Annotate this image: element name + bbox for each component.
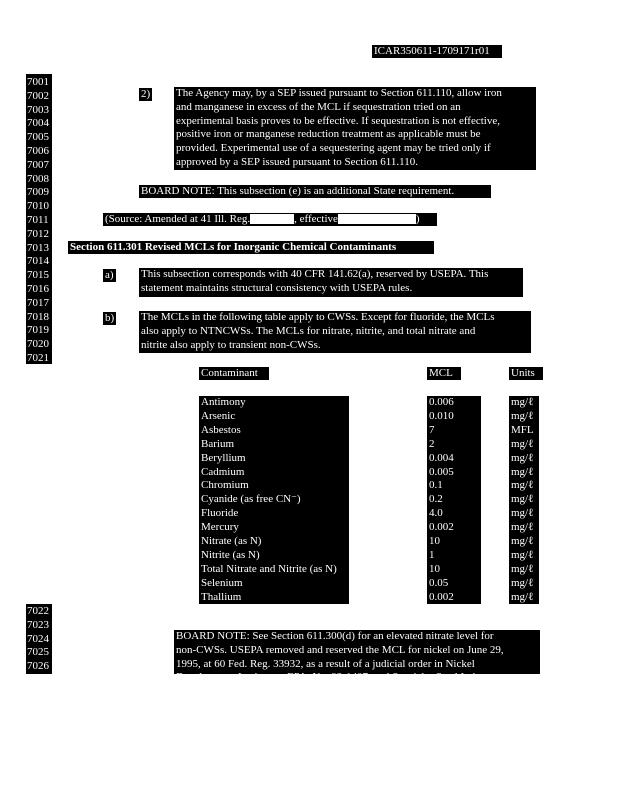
table-cell-mcl: 1 (429, 548, 435, 561)
table-cell-units: mg/ℓ (511, 562, 534, 575)
table-column-contaminant (199, 396, 349, 604)
table-cell-contaminant: Cyanide (as free CN⁻) (201, 493, 301, 506)
table-cell-units: mg/ℓ (511, 396, 534, 408)
line-number: 7002 (27, 89, 49, 102)
table-cell-mcl: 0.1 (429, 479, 443, 492)
table-cell-contaminant: Total Nitrate and Nitrite (as N) (201, 562, 337, 575)
table-cell-mcl: 0.005 (429, 465, 454, 478)
para-b-text (139, 311, 531, 353)
para-2-text (174, 87, 536, 170)
para-2-line: positive iron or manganese reduction treatment as applicable must be (176, 128, 481, 141)
table-cell-contaminant: Cadmium (201, 465, 245, 478)
table-cell-contaminant: Arsenic (201, 409, 236, 422)
table-cell-contaminant: Nitrite (as N) (201, 548, 260, 561)
table-cell-mcl: 4.0 (429, 507, 443, 520)
line-number: 7009 (27, 186, 49, 199)
table-cell-contaminant: Beryllium (201, 451, 246, 464)
para-2-line: provided. Experimental use of a sequestering agent may be tried only if (176, 142, 491, 155)
line-number: 7017 (27, 296, 49, 309)
para-b-line: nitrite also apply to transient non-CWSs. (141, 338, 321, 351)
para-2-line: experimental basis proves to be effective. If sequestration is not effective, (176, 114, 500, 127)
line-number: 7024 (27, 632, 49, 645)
source-note (103, 213, 437, 226)
table-cell-contaminant: Selenium (201, 576, 243, 589)
para-2-line: approved by a SEP issued pursuant to Section 611.110. (176, 155, 418, 168)
board-note-2 (174, 630, 540, 684)
table-cell-mcl: 0.004 (429, 451, 454, 464)
para-a-label: a) (105, 269, 114, 281)
board-note-2-line: BOARD NOTE: See Section 611.300(d) for an elevated nitrate level for (176, 630, 494, 642)
table-cell-units: mg/ℓ (511, 576, 534, 589)
table-cell-units: mg/ℓ (511, 479, 534, 492)
table-cell-mcl: 2 (429, 437, 435, 450)
table-cell-units: mg/ℓ (511, 493, 534, 506)
table-cell-mcl: 10 (429, 535, 440, 548)
table-cell-mcl: 0.002 (429, 590, 454, 603)
table-header-units: Units (509, 367, 543, 380)
table-cell-contaminant: Mercury (201, 521, 239, 534)
para-a-line: This subsection corresponds with 40 CFR 141.62(a), reserved by USEPA. This (141, 268, 489, 280)
table-cell-mcl: 0.2 (429, 493, 443, 506)
table-column-mcl (427, 396, 481, 604)
line-number: 7001 (27, 76, 49, 88)
source-middle: , effective (294, 213, 338, 225)
table-cell-units: mg/ℓ (511, 590, 534, 603)
line-number: 7015 (27, 269, 49, 282)
source-suffix: ) (415, 213, 420, 225)
line-number: 7014 (27, 255, 49, 268)
table-cell-units: mg/ℓ (511, 521, 534, 534)
line-number: 7012 (27, 227, 49, 240)
table-cell-units: mg/ℓ (511, 409, 534, 422)
table-cell-mcl: 10 (429, 562, 440, 575)
para-2-line: The Agency may, by a SEP issued pursuant to Section 611.110, allow iron (176, 87, 502, 99)
line-number: 7021 (27, 352, 49, 364)
table-cell-contaminant: Fluoride (201, 507, 239, 520)
line-number: 7016 (27, 283, 49, 295)
table-cell-units: MFL (511, 423, 534, 436)
para-2-line: and manganese in excess of the MCL if sequestration tried on an (176, 100, 461, 113)
line-number: 7018 (27, 310, 49, 323)
line-number: 7025 (27, 646, 49, 659)
board-note-2-line: Development Institute v. EPA, No. 92-1407, and Specialty Steel Industry (176, 671, 498, 684)
para-b-label: b) (105, 312, 115, 324)
table-cell-units: mg/ℓ (511, 507, 534, 520)
table-cell-units: mg/ℓ (511, 451, 534, 464)
table-column-units (509, 396, 539, 604)
source-blank-reg (250, 214, 294, 224)
table-cell-mcl: 0.05 (429, 576, 449, 589)
line-number: 7008 (27, 172, 49, 185)
line-number: 7020 (27, 338, 49, 351)
line-number: 7026 (27, 660, 49, 673)
table-cell-contaminant: Antimony (201, 396, 246, 408)
board-note-1: BOARD NOTE: This subsection (e) is an additional State requirement. (139, 185, 491, 198)
document-id: ICAR350611-1709171r01 (372, 45, 502, 58)
line-number: 7019 (27, 324, 49, 337)
section-heading: Section 611.301 Revised MCLs for Inorganic Chemical Contaminants (68, 241, 434, 254)
table-cell-units: mg/ℓ (511, 548, 534, 561)
table-cell-contaminant: Barium (201, 437, 234, 450)
table-cell-mcl: 0.006 (429, 396, 454, 408)
source-prefix: (Source: Amended at 41 Ill. Reg. (105, 213, 251, 225)
line-number: 7011 (27, 214, 49, 226)
table-cell-contaminant: Asbestos (201, 423, 241, 436)
line-number: 7010 (27, 200, 49, 213)
table-cell-units: mg/ℓ (511, 465, 534, 478)
line-number: 7022 (27, 605, 49, 617)
table-header-mcl: MCL (427, 367, 461, 380)
board-note-2-line: 1995, at 60 Fed. Reg. 33932, as a result of a judicial order in Nickel (176, 657, 475, 670)
line-number: 7003 (27, 103, 49, 116)
line-number: 7007 (27, 158, 49, 171)
source-blank-date (338, 214, 416, 224)
line-number: 7004 (27, 117, 49, 130)
para-a-text (139, 268, 523, 297)
table-cell-contaminant: Thallium (201, 590, 242, 603)
table-cell-mcl: 0.002 (429, 521, 454, 534)
table-cell-mcl: 0.010 (429, 409, 454, 422)
board-note-2-line: non-CWSs. USEPA removed and reserved the MCL for nickel on June 29, (176, 643, 504, 656)
line-number: 7023 (27, 618, 49, 631)
para-a-line: statement maintains structural consistency with USEPA rules. (141, 281, 413, 294)
para-b-line: The MCLs in the following table apply to CWSs. Except for fluoride, the MCLs (141, 311, 495, 323)
para-b-line: also apply to NTNCWSs. The MCLs for nitrate, nitrite, and total nitrate and (141, 324, 476, 337)
line-number: 7006 (27, 145, 49, 157)
table-cell-units: mg/ℓ (511, 437, 534, 450)
table-cell-units: mg/ℓ (511, 535, 534, 548)
line-number: 7005 (27, 131, 49, 144)
line-number: 7013 (27, 241, 49, 254)
table-header-contaminant: Contaminant (199, 367, 269, 380)
para-2-label: 2) (141, 88, 151, 100)
table-cell-mcl: 7 (429, 423, 435, 436)
table-cell-contaminant: Chromium (201, 479, 249, 492)
table-cell-contaminant: Nitrate (as N) (201, 535, 262, 548)
